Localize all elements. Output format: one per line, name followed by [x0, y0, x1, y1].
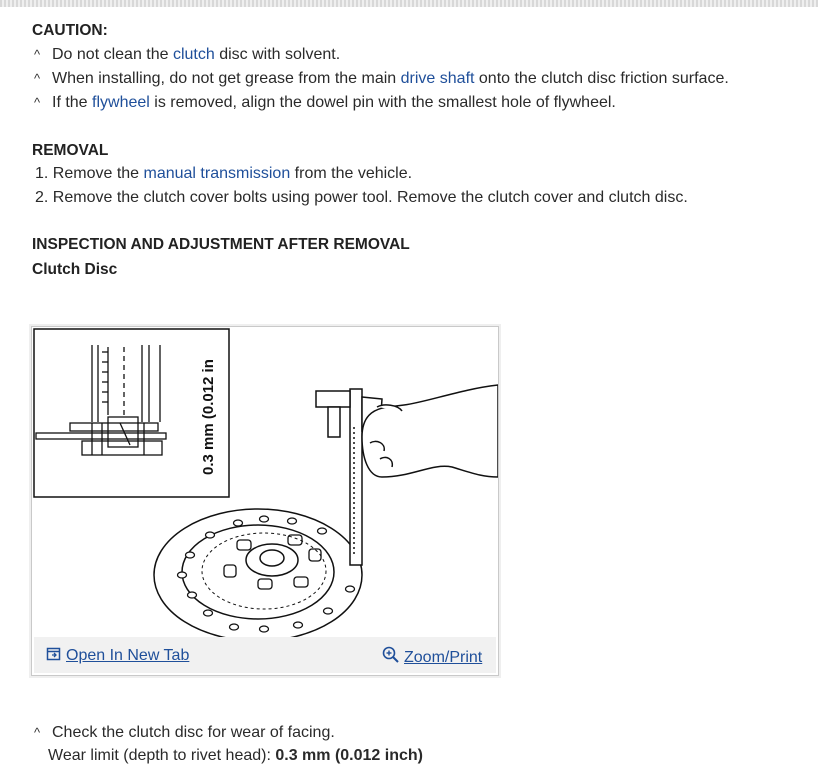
link-manual-transmission[interactable]: manual transmission [143, 165, 291, 182]
caution-item-1: ^ Do not clean the clutch disc with solvent. [34, 46, 341, 63]
bullet-caret: ^ [34, 95, 41, 110]
wear-limit-line [48, 747, 423, 765]
check-item: ^ Check the clutch disc for wear of facing. [34, 724, 335, 741]
bullet-caret: ^ [34, 71, 41, 86]
wear-limit-label: Wear limit (depth to rivet head): [48, 747, 276, 764]
wear-limit-value: 0.3 mm (0.012 inch) [275, 747, 423, 764]
removal-heading: REMOVAL [32, 142, 109, 159]
caution-heading: CAUTION: [32, 22, 108, 39]
zoom-icon [382, 646, 400, 669]
caution-item-3: ^ If the flywheel is removed, align the dowel pin with the smallest hole of flywheel. [34, 94, 616, 111]
bullet-caret: ^ [34, 47, 41, 62]
link-drive-shaft[interactable]: drive shaft [400, 70, 475, 87]
removal-step-2: 2. Remove the clutch cover bolts using power tool. Remove the clutch cover and clutch disc. [35, 189, 688, 206]
clutch-disc-figure [31, 326, 499, 676]
inspection-heading: INSPECTION AND ADJUSTMENT AFTER REMOVAL [32, 236, 410, 253]
link-clutch[interactable]: clutch [172, 46, 215, 63]
top-border [0, 0, 818, 7]
clutch-disc-illustration [32, 327, 498, 637]
inset-dimension-label: 0.3 mm (0.012 in [200, 359, 217, 475]
figure-toolbar [34, 637, 496, 673]
clutch-disc-subheading: Clutch Disc [32, 261, 118, 278]
open-in-new-tab-link[interactable]: Open In New Tab [46, 646, 189, 667]
zoom-print-link[interactable]: Zoom/Print [382, 646, 482, 669]
caution-item-2: ^ When installing, do not get grease from the main drive shaft onto the clutch disc friction surface. [34, 70, 729, 87]
link-flywheel[interactable]: flywheel [92, 94, 150, 111]
removal-step-1: 1. Remove the manual transmission from the vehicle. [35, 165, 413, 182]
open-tab-icon [46, 646, 62, 667]
bullet-caret: ^ [34, 725, 41, 740]
